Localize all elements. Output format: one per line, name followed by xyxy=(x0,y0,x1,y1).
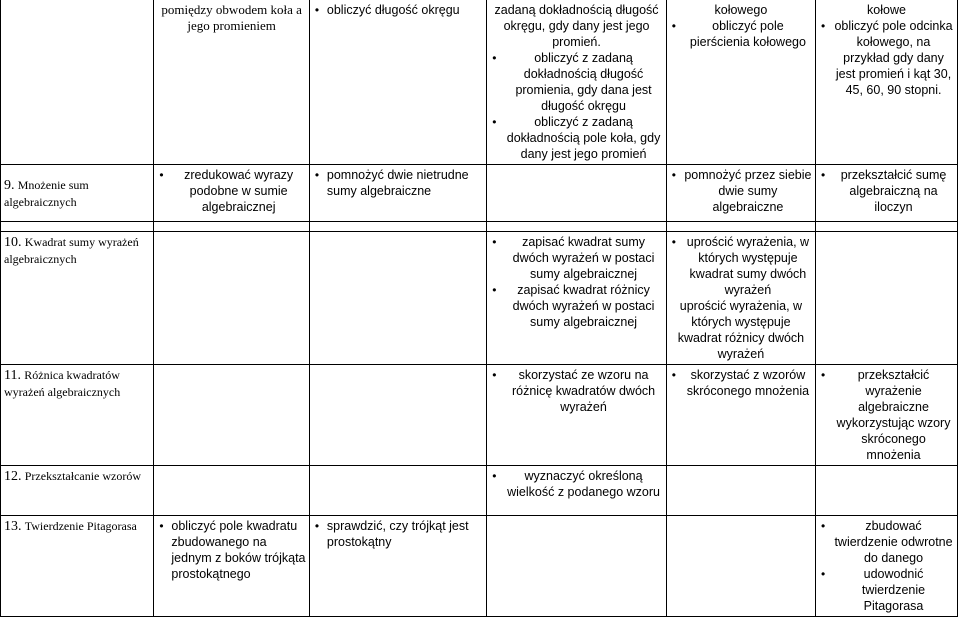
list-item: • obliczyć pole pierścienia kołowego xyxy=(670,18,812,50)
req-cell xyxy=(487,232,667,365)
list-item: • obliczyć z zadaną dokładnością pole koła, gdy dany jest jego promień xyxy=(490,114,663,162)
table-row xyxy=(1,232,958,365)
table-row xyxy=(1,365,958,466)
list-item: • pomnożyć przez siebie dwie sumy algebraiczne xyxy=(670,167,812,215)
req-cell xyxy=(154,365,309,466)
req-cell xyxy=(816,466,958,516)
table-row xyxy=(1,466,958,516)
topic-number: 10. xyxy=(4,235,22,250)
req-cell xyxy=(666,232,815,365)
topic-number: 9. xyxy=(4,177,15,193)
req-cell xyxy=(487,0,667,165)
topic-cell xyxy=(1,365,154,466)
topic-number: 12. xyxy=(4,469,22,484)
req-cell xyxy=(154,165,309,222)
list-item: • zbudować twierdzenie odwrotne do danego xyxy=(819,518,954,566)
topic-number: 11. xyxy=(4,368,21,383)
topic-cell xyxy=(1,516,154,617)
req-cell xyxy=(154,466,309,516)
req-cell xyxy=(487,365,667,466)
req-cell xyxy=(816,516,958,617)
table-row xyxy=(1,165,958,222)
list-item: • uprościć wyrażenia, w których występuje kwadrat sumy dwóch wyrażeń xyxy=(670,234,812,298)
list-item: • obliczyć pole odcinka kołowego, na przykład gdy dany jest promień i kąt 30, 45, 60, 90 stopni. xyxy=(819,18,954,98)
req-cell xyxy=(309,232,486,365)
req-cell xyxy=(309,466,486,516)
table-row xyxy=(1,0,958,165)
cell-text: zadaną dokładnością długość okręgu, gdy dany jest jego promień. xyxy=(494,3,659,49)
list-item: • obliczyć pole kwadratu zbudowanego na jednym z boków trójkąta prostokątnego xyxy=(157,518,305,582)
topic-cell xyxy=(1,165,154,222)
cell-text: pomiędzy obwodem koła a jego promieniem xyxy=(161,2,302,33)
topic-number: 13. xyxy=(4,519,22,534)
req-cell xyxy=(666,516,815,617)
list-item: • zapisać kwadrat różnicy dwóch wyrażeń w postaci sumy algebraicznej xyxy=(490,282,663,330)
req-cell xyxy=(816,165,958,222)
list-item: • skorzystać z wzorów skróconego mnożenia xyxy=(670,367,812,399)
topic-title: Twierdzenie Pitagorasa xyxy=(24,519,137,533)
list-item: • zredukować wyrazy podobne w sumie algebraicznej xyxy=(157,167,305,215)
req-cell xyxy=(154,232,309,365)
topic-cell xyxy=(1,0,154,165)
list-item: • skorzystać ze wzoru na różnicę kwadratów dwóch wyrażeń xyxy=(490,367,663,415)
list-item: • przekształcić sumę algebraiczną na iloczyn xyxy=(819,167,954,215)
req-cell xyxy=(487,516,667,617)
req-cell xyxy=(666,165,815,222)
req-cell xyxy=(309,365,486,466)
topic-title: Mnożenie sum algebraicznych xyxy=(4,177,89,209)
list-item: • wyznaczyć określoną wielkość z podanego wzoru xyxy=(490,468,663,500)
list-item: • zapisać kwadrat sumy dwóch wyrażeń w postaci sumy algebraicznej xyxy=(490,234,663,282)
list-item: • udowodnić twierdzenie Pitagorasa xyxy=(819,566,954,614)
req-cell xyxy=(816,0,958,165)
table-row xyxy=(1,222,958,232)
req-cell xyxy=(154,0,309,165)
req-cell xyxy=(309,165,486,222)
req-cell xyxy=(666,365,815,466)
cell-text: kołowe xyxy=(867,3,906,17)
cell-text: uprościć wyrażenia, w których występuje kwadrat różnicy dwóch wyrażeń xyxy=(677,299,805,361)
list-item: • sprawdzić, czy trójkąt jest prostokątny xyxy=(313,518,483,550)
req-cell xyxy=(154,516,309,617)
topic-cell xyxy=(1,232,154,365)
topic-title: Kwadrat sumy wyrażeń algebraicznych xyxy=(4,235,139,266)
topic-title: Różnica kwadratów wyrażeń algebraicznych xyxy=(4,368,121,399)
topic-title: Przekształcanie wzorów xyxy=(24,469,142,483)
req-cell xyxy=(666,466,815,516)
req-cell xyxy=(309,516,486,617)
list-item: • obliczyć z zadaną dokładnością długość promienia, gdy dana jest długość okręgu xyxy=(490,50,663,114)
list-item: • obliczyć długość okręgu xyxy=(313,2,483,18)
req-cell xyxy=(487,466,667,516)
req-cell xyxy=(816,365,958,466)
list-item: • pomnożyć dwie nietrudne sumy algebraiczne xyxy=(313,167,483,199)
cell-text: kołowego xyxy=(714,3,768,17)
table-row xyxy=(1,516,958,617)
req-cell xyxy=(487,165,667,222)
req-cell xyxy=(816,232,958,365)
req-cell xyxy=(309,0,486,165)
req-cell xyxy=(666,0,815,165)
list-item: • przekształcić wyrażenie algebraiczne wykorzystując wzory skróconego mnożenia xyxy=(819,367,954,463)
topic-cell xyxy=(1,466,154,516)
